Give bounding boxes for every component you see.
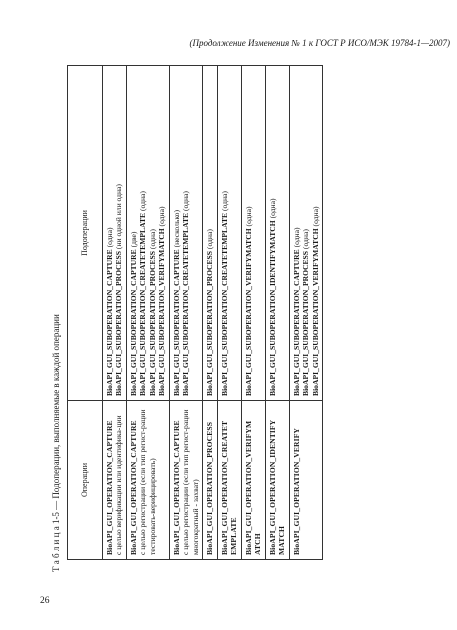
suboperation-name: BioAPI_GUI_SUBOPERATION_PROCESS bbox=[205, 250, 215, 396]
suboperation-name: BioAPI_GUI_SUBOPERATION_CAPTURE bbox=[171, 249, 181, 396]
suboperation-count: (несколько) bbox=[171, 210, 181, 250]
operation-name: BioAPI_GUI_OPERATION_CAPTURE bbox=[105, 420, 114, 555]
suboperation-count: (одна) bbox=[291, 227, 301, 250]
column-header-operations: Операции bbox=[68, 401, 103, 560]
table-row bbox=[289, 66, 322, 560]
operation-name: BioAPI_GUI_OPERATION_VERIFYM ATCH bbox=[243, 420, 263, 555]
operation-cell bbox=[203, 401, 217, 560]
suboperation-name: BioAPI_GUI_SUBOPERATION_PROCESS bbox=[147, 250, 157, 396]
suboperation-count: (ни одной или одна) bbox=[114, 184, 124, 251]
suboperation-line bbox=[172, 70, 181, 396]
suboperation-line bbox=[311, 70, 320, 396]
suboperation-count: (одна) bbox=[267, 198, 277, 221]
suboperation-count: (одна) bbox=[147, 229, 157, 251]
suboperation-count: (одна) bbox=[301, 229, 311, 251]
operation-cell bbox=[169, 401, 202, 560]
operation-name: BioAPI_GUI_OPERATION_PROCESS bbox=[205, 421, 215, 555]
page-number: 26 bbox=[40, 596, 50, 606]
table-caption: Т а б л и ц а 1-5 — Подоперации, выполняемые в каждой операции bbox=[51, 314, 61, 572]
operation-cell bbox=[103, 401, 127, 560]
suboperations-cell bbox=[103, 66, 127, 401]
suboperation-line bbox=[105, 70, 114, 396]
suboperation-count: (одна) bbox=[219, 191, 229, 213]
table-row bbox=[217, 66, 241, 560]
column-header-suboperations: Подоперации bbox=[68, 66, 103, 401]
operation-cell bbox=[126, 401, 169, 560]
operation-name: BioAPI_GUI_OPERATION_CREATET EMPLATE bbox=[219, 420, 239, 555]
table-row bbox=[126, 66, 169, 560]
suboperation-line bbox=[205, 70, 214, 396]
suboperations-table bbox=[67, 65, 323, 560]
operation-description: с целью регистрации (если тип регист-рации многократный - захват) bbox=[181, 409, 200, 555]
suboperation-line bbox=[301, 70, 310, 396]
suboperation-line bbox=[129, 70, 138, 396]
suboperation-name: BioAPI_GUI_SUBOPERATION_CAPTURE bbox=[291, 249, 301, 396]
suboperations-cell bbox=[126, 66, 169, 401]
suboperation-count: (одна) bbox=[243, 206, 253, 229]
suboperation-name: BioAPI_GUI_SUBOPERATION_VERIFYMATCH bbox=[243, 228, 253, 396]
suboperation-name: BioAPI_GUI_SUBOPERATION_PROCESS bbox=[114, 250, 124, 396]
table-row bbox=[203, 66, 217, 560]
operation-name: BioAPI_GUI_OPERATION_CAPTURE bbox=[171, 420, 181, 555]
suboperation-line bbox=[114, 70, 123, 396]
suboperations-cell bbox=[241, 66, 265, 401]
suboperation-line bbox=[244, 70, 253, 396]
operation-cell bbox=[289, 401, 322, 560]
suboperation-name: BioAPI_GUI_SUBOPERATION_CREATETEMPLATE bbox=[181, 212, 191, 396]
suboperations-cell bbox=[217, 66, 241, 401]
suboperation-count: (одна) bbox=[310, 206, 320, 229]
suboperation-line bbox=[157, 70, 166, 396]
suboperation-line bbox=[268, 70, 277, 396]
suboperation-name: BioAPI_GUI_SUBOPERATION_CAPTURE bbox=[105, 249, 114, 396]
table-row bbox=[103, 66, 127, 560]
operation-cell bbox=[217, 401, 241, 560]
suboperations-cell bbox=[169, 66, 202, 401]
suboperations-cell bbox=[289, 66, 322, 401]
suboperation-name: BioAPI_GUI_SUBOPERATION_VERIFYMATCH bbox=[310, 228, 320, 396]
suboperation-name: BioAPI_GUI_SUBOPERATION_CREATETEMPLATE bbox=[219, 212, 229, 396]
operation-name: BioAPI_GUI_OPERATION_VERIFY bbox=[291, 427, 301, 555]
suboperation-count: (одна) bbox=[181, 191, 191, 213]
operation-cell bbox=[241, 401, 265, 560]
suboperation-line bbox=[292, 70, 301, 396]
suboperation-name: BioAPI_GUI_SUBOPERATION_CREATETEMPLATE bbox=[138, 212, 148, 396]
table-row bbox=[265, 66, 289, 560]
suboperation-line bbox=[148, 70, 157, 396]
table-body bbox=[103, 66, 323, 560]
suboperation-count: (одна) bbox=[205, 229, 215, 251]
operation-name: BioAPI_GUI_OPERATION_CAPTURE bbox=[128, 420, 138, 555]
page-header: (Продолжение Изменения № 1 к ГОСТ Р ИСО/МЭК 19784-1—2007) bbox=[189, 38, 450, 48]
suboperation-count: (одна) bbox=[105, 227, 114, 250]
suboperations-cell bbox=[265, 66, 289, 401]
operation-description: с целью верификации или идентифика-ции bbox=[114, 415, 124, 555]
suboperation-line bbox=[220, 70, 229, 396]
operation-name: BioAPI_GUI_OPERATION_IDENTIFY MATCH bbox=[267, 420, 287, 555]
suboperation-count: (одна) bbox=[157, 206, 167, 229]
suboperation-line bbox=[138, 70, 147, 396]
suboperation-count: (одна) bbox=[138, 191, 148, 213]
table-row bbox=[169, 66, 202, 560]
suboperation-name: BioAPI_GUI_SUBOPERATION_PROCESS bbox=[301, 250, 311, 396]
suboperation-name: BioAPI_GUI_SUBOPERATION_IDENTIFYMATCH bbox=[267, 220, 277, 396]
operation-cell bbox=[265, 401, 289, 560]
suboperation-name: BioAPI_GUI_SUBOPERATION_CAPTURE bbox=[128, 249, 138, 396]
suboperation-name: BioAPI_GUI_SUBOPERATION_VERIFYMATCH bbox=[157, 228, 167, 396]
table-header-row bbox=[68, 66, 103, 560]
table-row bbox=[241, 66, 265, 560]
operation-description: с целью регистрации (если тип регист-рации тестировать-верифицировать) bbox=[138, 409, 157, 555]
suboperation-line bbox=[181, 70, 190, 396]
suboperation-count: (две) bbox=[128, 231, 138, 250]
rotated-table-block bbox=[45, 58, 405, 578]
suboperations-cell bbox=[203, 66, 217, 401]
